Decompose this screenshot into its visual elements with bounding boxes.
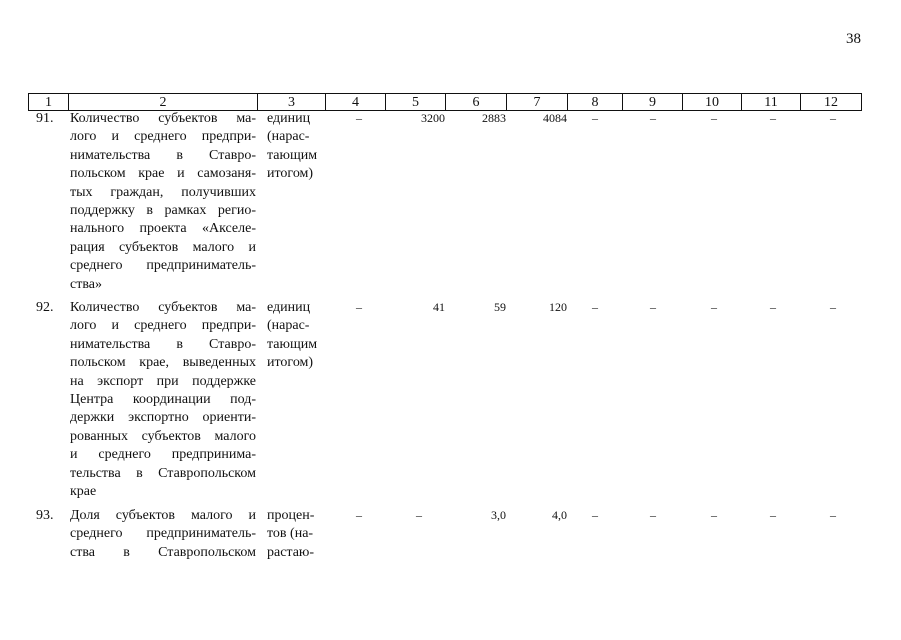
row-number: 91. [36, 111, 54, 126]
name-line: польском крае и самозаня- [70, 166, 256, 182]
value-col-9: – [650, 300, 656, 314]
unit-line: итогом) [267, 166, 314, 182]
indicator-name [70, 299, 256, 501]
value-col-8: – [592, 111, 598, 125]
value-col-7: 4,0 [552, 508, 567, 522]
name-line: тельства в Ставропольском [70, 465, 256, 481]
header-cell: 10 [683, 94, 742, 111]
unit-line: тающим [267, 147, 318, 163]
value-col-4: – [356, 300, 362, 314]
value-col-12: – [830, 508, 836, 522]
header-cell: 7 [507, 94, 568, 111]
name-line: нимательства в Ставро- [70, 336, 256, 352]
value-col-12: – [830, 300, 836, 314]
name-line: крае [70, 484, 97, 500]
name-line: нального проекта «Акселе- [70, 221, 256, 237]
header-cell: 4 [326, 94, 386, 111]
name-line: поддержку в рамках регио- [70, 203, 256, 219]
unit-line: процен- [267, 508, 315, 523]
name-line: среднего предприниматель- [70, 258, 256, 274]
header-cell: 5 [386, 94, 446, 111]
name-line: лого и среднего предпри- [70, 129, 256, 145]
value-col-8: – [592, 508, 598, 522]
value-col-9: – [650, 111, 656, 125]
column-header-table [28, 93, 862, 111]
name-line: ства» [70, 276, 102, 292]
page-number: 38 [846, 31, 861, 47]
value-col-6: 59 [494, 300, 506, 314]
value-col-11: – [770, 300, 776, 314]
unit-line: тов (на- [267, 526, 314, 542]
name-line: на экспорт при поддержке [70, 373, 256, 389]
name-line: тых граждан, получивших [70, 184, 256, 200]
name-line: Центра координации под- [70, 392, 256, 408]
value-col-6: 3,0 [491, 508, 506, 522]
header-cell: 9 [623, 94, 683, 111]
header-cell: 1 [29, 94, 69, 111]
value-col-12: – [830, 111, 836, 125]
unit [267, 299, 329, 373]
unit-line: растаю- [267, 544, 315, 560]
value-col-11: – [770, 111, 776, 125]
name-line: лого и среднего предпри- [70, 318, 256, 334]
indicator-name [70, 507, 256, 562]
unit [267, 110, 329, 184]
value-col-4: – [356, 508, 362, 522]
value-col-7: 120 [549, 300, 567, 314]
name-line: польском крае, выведенных [70, 355, 256, 371]
value-col-11: – [770, 508, 776, 522]
unit-line: единиц [267, 111, 311, 126]
header-cell: 11 [742, 94, 801, 111]
name-line: рация субъектов малого и [70, 239, 256, 255]
value-col-10: – [711, 508, 717, 522]
value-col-5: – [416, 508, 422, 522]
value-col-4: – [356, 111, 362, 125]
value-col-10: – [711, 300, 717, 314]
name-line: ства в Ставропольском [70, 544, 256, 560]
name-line: рованных субъектов малого [70, 428, 256, 444]
name-line: держки экспортно ориенти- [70, 410, 256, 426]
header-cell: 8 [568, 94, 623, 111]
name-line: Количество субъектов ма- [70, 111, 256, 126]
name-line: Доля субъектов малого и [70, 508, 256, 523]
indicator-name [70, 110, 256, 294]
name-line: и среднего предпринима- [70, 447, 256, 463]
value-col-10: – [711, 111, 717, 125]
value-col-9: – [650, 508, 656, 522]
value-col-7: 4084 [543, 111, 567, 125]
header-cell: 6 [446, 94, 507, 111]
unit-line: тающим [267, 336, 318, 352]
unit-line: (нарас- [267, 129, 310, 145]
row-number: 92. [36, 300, 54, 315]
row-number: 93. [36, 508, 54, 523]
name-line: среднего предприниматель- [70, 526, 256, 542]
value-col-6: 2883 [482, 111, 506, 125]
unit-line: единиц [267, 300, 311, 315]
header-row [29, 94, 862, 111]
value-col-5: 41 [433, 300, 445, 314]
value-col-8: – [592, 300, 598, 314]
header-cell: 12 [801, 94, 862, 111]
header-cell: 3 [258, 94, 326, 111]
header-cell: 2 [69, 94, 258, 111]
unit-line: итогом) [267, 355, 314, 371]
name-line: Количество субъектов ма- [70, 300, 256, 315]
name-line: нимательства в Ставро- [70, 147, 256, 163]
value-col-5: 3200 [421, 111, 445, 125]
unit-line: (нарас- [267, 318, 310, 334]
unit [267, 507, 329, 562]
